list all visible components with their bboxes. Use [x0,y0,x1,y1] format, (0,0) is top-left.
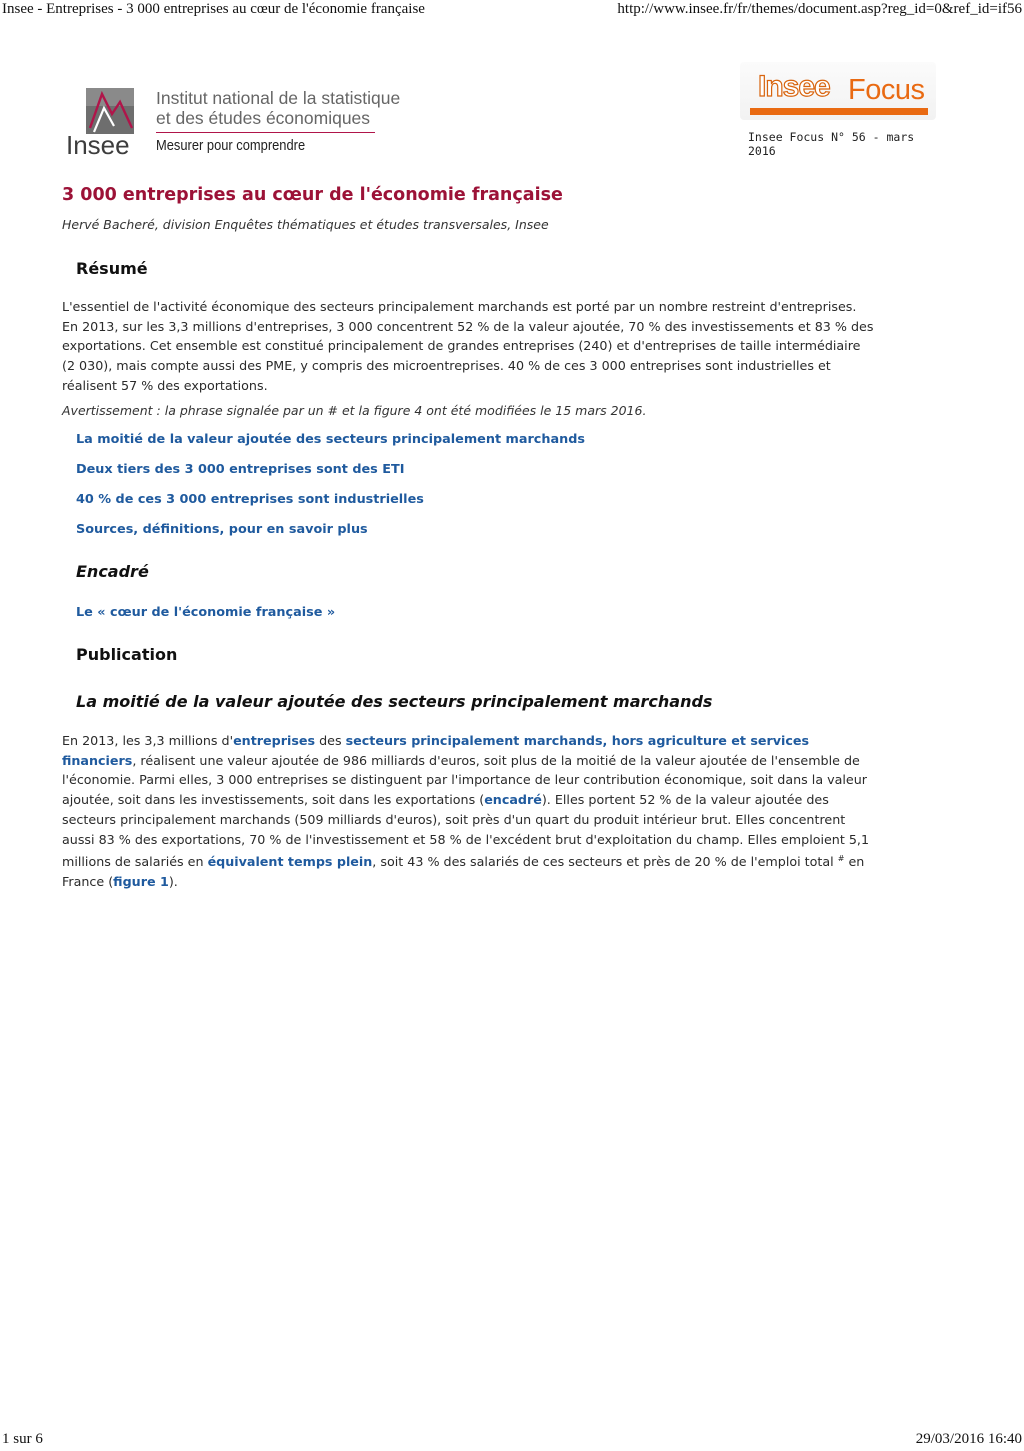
text-run: des [315,733,346,748]
text-run: ). [168,874,178,890]
print-footer [0,1431,1024,1451]
table-of-contents [76,432,585,552]
modified-marker: # [837,854,845,864]
focus-underline-bar [750,108,928,115]
logo-divider [156,132,375,133]
focus-brand-insee: Insee [758,70,830,103]
print-header-url: http://www.insee.fr/fr/themes/document.asp?reg_id=0&ref_id=if56 [617,1,1022,17]
text-run: en France ( [62,854,865,890]
link-figure-1[interactable]: figure 1 [113,874,169,890]
insee-logo[interactable] [66,84,406,164]
section1-text [62,731,874,892]
logo-tagline: Mesurer pour comprendre [156,137,306,154]
insee-focus-logo [740,62,936,122]
text-run: , soit 43 % des salariés de ces secteurs et près de 20 % de l'emploi total [372,854,838,870]
toc-link-sources[interactable]: Sources, définitions, pour en savoir plus [76,522,368,537]
toc-link-industrielles[interactable]: 40 % de ces 3 000 entreprises sont industrielles [76,492,424,507]
publication-number: Insee Focus N° 56 - mars 2016 [748,130,915,158]
link-entreprises[interactable]: entreprises [233,733,316,748]
toc-link-valeur-ajoutee[interactable]: La moitié de la valeur ajoutée des secteurs principalement marchands [76,432,586,447]
section1-heading: La moitié de la valeur ajoutée des secteurs principalement marchands [76,692,713,711]
resume-paragraph [62,297,874,396]
encadre-heading: Encadré [76,562,149,581]
print-header-title: Insee - Entreprises - 3 000 entreprises au cœur de l'économie française [2,1,425,17]
institute-name-line2: et des études économiques [156,108,371,128]
link-equivalent-temps-plein[interactable]: équivalent temps plein [207,854,373,870]
text-run: , réalisent une valeur ajoutée de 986 milliards d'euros, soit plus de la moitié de la valeur ajoutée de l'ensemble de l'économie. Parmi elles, 3 000 entreprises se distinguent par l'importance de leur contribution économique, soit dans la valeur ajoutée, soit dans les investissements, soit dans les exportations ( [62,752,867,808]
insee-logo-mark-icon [86,88,134,134]
page-counter: 1 sur 6 [2,1431,43,1447]
text-run: ). Elles portent 52 % de la valeur ajoutée des secteurs principalement marchands (509 milliards d'euros), soit près d'un quart du produit intérieur brut. Elles concentrent aussi 83 % des exportations, 70 % de l'investissement et 58 % de l'excédent brut d'exploitation du champ. Elles emploient 5,1 millions de salariés en [62,792,870,870]
publication-heading: Publication [76,645,178,664]
resume-text: L'essentiel de l'activité économique des secteurs principalement marchands est porté par un nombre restreint d'entreprises. En 2013, sur les 3,3 millions d'entreprises, 3 000 concentrent 52 % de la valeur ajoutée, 70 % des investissements et 83 % des exportations. Cet ensemble est constitué principalement de grandes entreprises (240) et d'entreprises de taille intermédiaire (2 030), mais compte aussi des PME, y compris des microentreprises. 40 % de ces 3 000 entreprises sont industrielles et réalisent 57 % des exportations. [62,299,874,393]
link-secteurs-marchands[interactable]: secteurs principalement marchands, hors agriculture et services financiers [62,733,810,768]
focus-brand-focus: Focus [848,74,925,106]
toc-link-eti[interactable]: Deux tiers des 3 000 entreprises sont des ETI [76,462,405,477]
section1-paragraph [62,731,874,892]
author-line: Hervé Bacheré, division Enquêtes thématiques et études transversales, Insee [62,217,549,232]
link-encadre[interactable]: encadré [484,792,542,808]
warning-note: Avertissement : la phrase signalée par un # et la figure 4 ont été modifiées le 15 mars 2016. [62,403,647,418]
print-datetime: 29/03/2016 16:40 [915,1431,1022,1447]
text-run: En 2013, les 3,3 millions d' [62,733,234,748]
resume-heading: Résumé [76,259,148,278]
print-header [0,1,1024,21]
institute-name-line1: Institut national de la statistique [156,88,401,108]
encadre-link[interactable]: Le « cœur de l'économie française » [76,605,336,620]
page-title: 3 000 entreprises au cœur de l'économie française [62,185,563,205]
insee-wordmark: Insee [66,130,130,160]
